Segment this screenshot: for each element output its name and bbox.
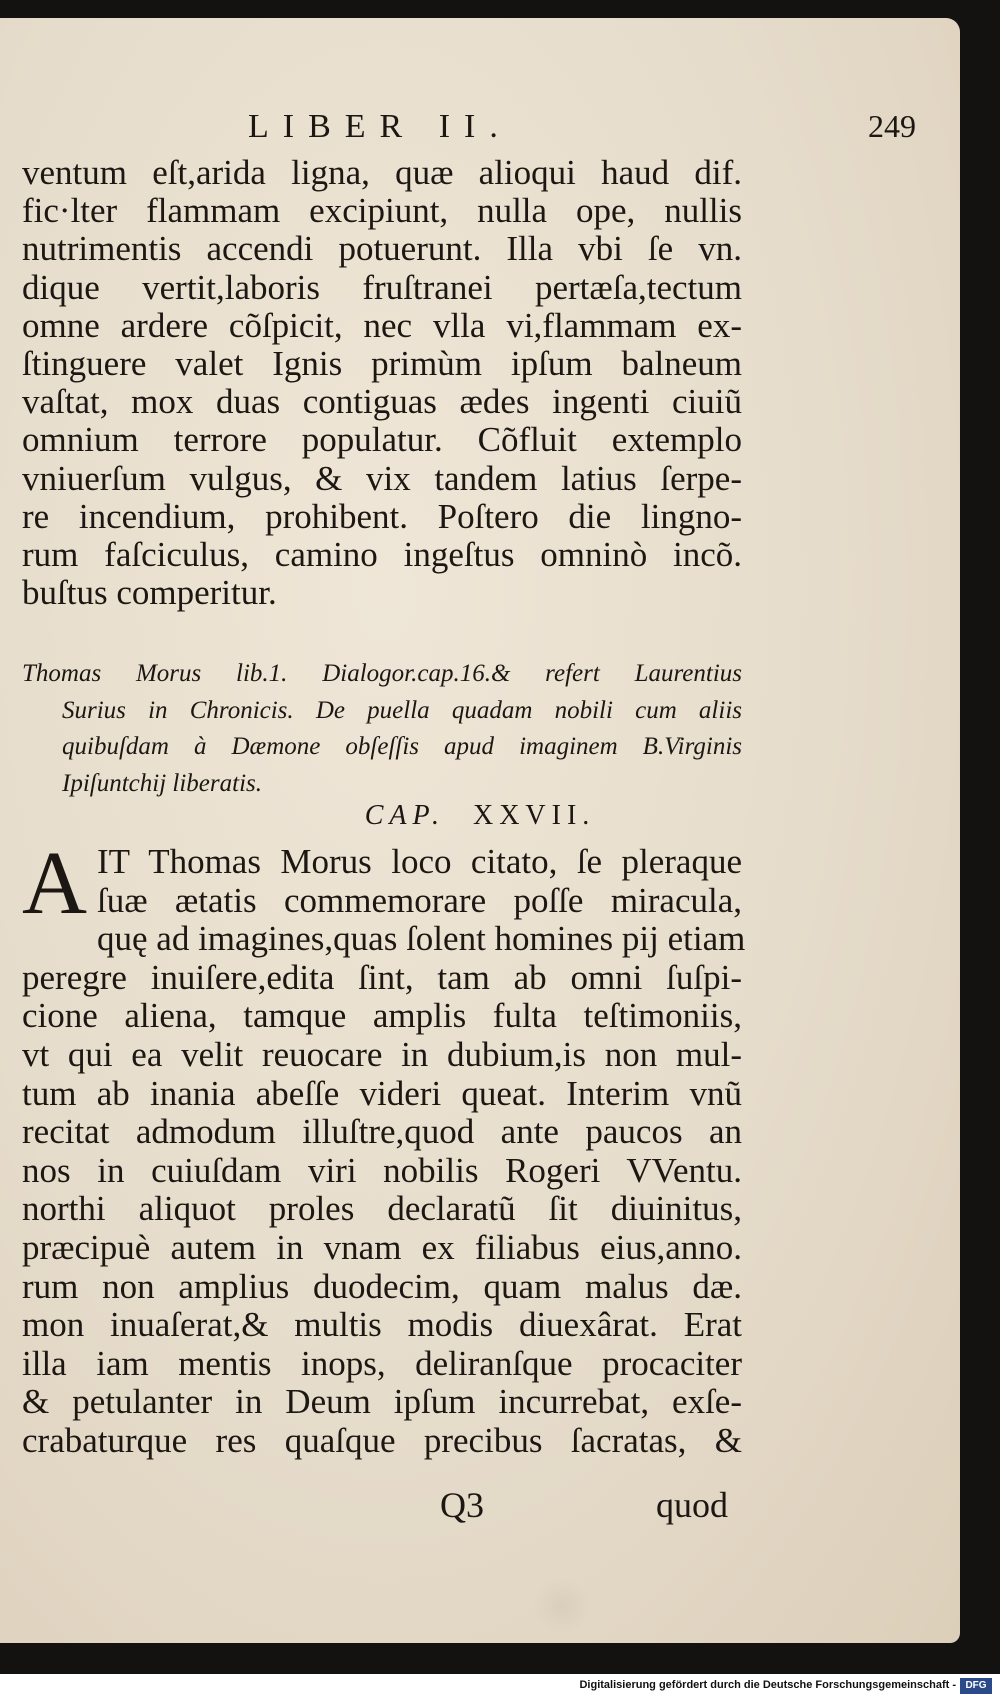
body-line: rum faſciculus, camino ingeſtus omninò incõ.: [22, 535, 742, 575]
chapter-summary: [22, 656, 742, 802]
summary-line: Thomas Morus lib.1. Dialogor.cap.16.& refert Laurentius: [22, 660, 742, 687]
body-line: vaſtat, mox duas contiguas ædes ingenti ciuiũ: [22, 382, 742, 422]
drop-cap: A: [22, 834, 87, 933]
book-page: [0, 18, 960, 1643]
page-number: 249: [868, 108, 916, 144]
running-title: LIBER II.: [248, 108, 512, 145]
running-head: [0, 108, 960, 158]
signature-mark: Q3: [440, 1485, 484, 1525]
body-line: omne ardere cõſpicit, nec vlla vi,flammam ex-: [22, 305, 742, 345]
chapter-line: IT Thomas Morus loco citato, ſe pleraque: [97, 842, 742, 881]
chapter-line: nos in cuiuſdam viri nobilis Rogeri VVentu.: [22, 1150, 742, 1190]
funding-note: Digitalisierung gefördert durch die Deutsche Forschungsgemeinschaft -: [579, 1679, 956, 1691]
chapter-line: crabaturque res quaſque precibus ſacratas, &: [22, 1420, 742, 1460]
body-text: [22, 154, 742, 612]
chapter-line: illa iam mentis inops, deliranſque procaciter: [22, 1343, 742, 1383]
chapter-line: & petulanter in Deum ipſum incurrebat, exſe-: [22, 1382, 742, 1422]
summary-line: quibuſdam à Dæmone obſeſſis apud imaginem B.Virginis: [62, 733, 742, 760]
body-line: re incendium, prohibent. Poſtero die lingno-: [22, 496, 742, 536]
body-line: dique vertit,laboris fruſtranei pertæſa,tectum: [22, 267, 742, 307]
chapter-heading: [0, 800, 960, 832]
body-line: buſtus comperitur.: [22, 573, 277, 613]
paper-stain: [532, 1578, 592, 1634]
page-footer-marks: [0, 1484, 960, 1534]
body-line: nutrimentis accendi potuerunt. Illa vbi ſe vn.: [22, 229, 742, 269]
summary-line: Surius in Chronicis. De puella quadam nobili cum aliis: [62, 696, 742, 724]
chapter-line: tum ab inania abeſſe videri queat. Interim vnũ: [22, 1073, 742, 1113]
summary-line: Ipiſuntchij liberatis.: [62, 769, 262, 797]
body-line: vniuerſum vulgus, & vix tandem latius ſerpe-: [22, 458, 742, 498]
chapter-line: præcipuè autem in vnam ex filiabus eius,anno.: [22, 1227, 742, 1267]
chapter-line: ſuæ ætatis commemorare poſſe miracula,: [97, 880, 742, 920]
digitization-footer: [0, 1674, 1000, 1698]
chapter-line: northi aliquot proles declaratũ ſit diuinitus,: [22, 1189, 742, 1229]
chapter-line: mon inuaſerat,& multis modis diuexârat. Erat: [22, 1305, 742, 1345]
dfg-logo: DFG: [960, 1678, 992, 1694]
chapter-line: vt qui ea velit reuocare in dubium,is non mul-: [22, 1034, 742, 1074]
body-line: omnium terrore populatur. Cõfluit extemplo: [22, 420, 742, 460]
body-line: ſtinguere valet Ignis primùm ipſum balneum: [22, 344, 742, 384]
body-line: ventum eſt,arida ligna, quæ alioqui haud dif.: [22, 153, 742, 192]
chapter-text: [22, 834, 746, 1461]
chapter-label: CAP.: [364, 800, 445, 831]
chapter-line: peregre inuiſere,edita ſint, tam ab omni ſuſpi-: [22, 957, 742, 997]
chapter-line: quę ad imagines,quas ſolent homines pij etiam: [97, 919, 746, 959]
chapter-number: XXVII.: [472, 800, 596, 831]
catchword: quod: [656, 1485, 728, 1525]
chapter-line: rum non amplius duodecim, quam malus dæ.: [22, 1266, 742, 1306]
chapter-line: recitat admodum illuſtre,quod ante paucos an: [22, 1112, 742, 1152]
body-line: fic·lter flammam excipiunt, nulla ope, nullis: [22, 191, 742, 231]
chapter-line: cione aliena, tamque amplis fulta teſtimoniis,: [22, 996, 742, 1036]
